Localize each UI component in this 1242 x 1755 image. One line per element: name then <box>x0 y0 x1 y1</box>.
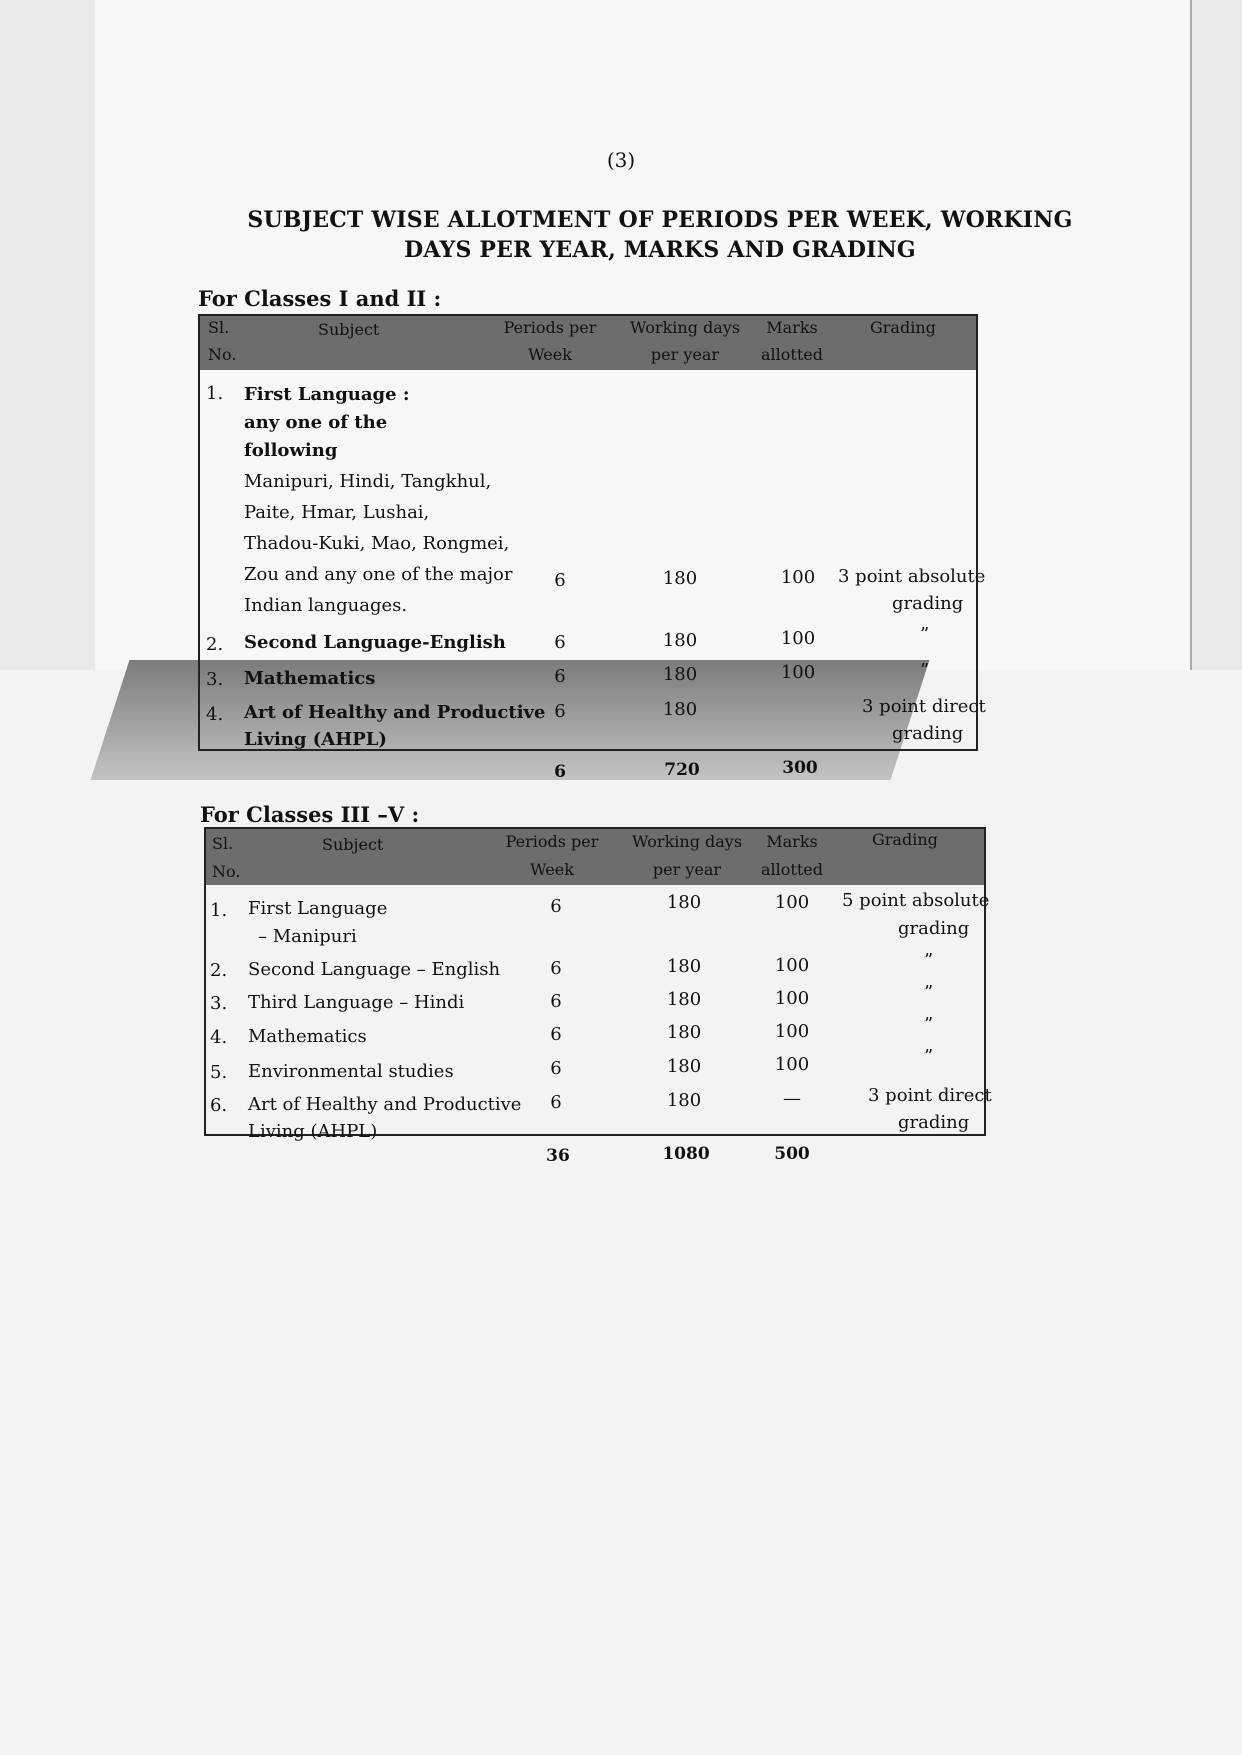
s2-r5-periods: 6 <box>550 1058 562 1079</box>
s2-r6-periods: 6 <box>550 1092 562 1113</box>
s1-h-days1: Working days <box>629 318 741 337</box>
s2-h-periods2: Week <box>530 860 574 879</box>
title-line-2: DAYS PER YEAR, MARKS AND GRADING <box>404 237 916 263</box>
s1-h-subject: Subject <box>318 320 380 339</box>
s2-h-sl2: No. <box>212 862 241 881</box>
s2-total-periods: 36 <box>546 1146 570 1166</box>
document-title <box>220 205 1100 265</box>
s2-r1-sl: 1. <box>210 900 228 921</box>
s1-h-grading: Grading <box>870 318 936 337</box>
section2-heading: For Classes III –V : <box>200 802 420 827</box>
s1-r1-line8: Indian languages. <box>244 595 408 616</box>
s2-r2-sl: 2. <box>210 960 228 981</box>
s2-r4-sl: 4. <box>210 1027 228 1048</box>
s2-r4-grading: ” <box>924 1014 934 1035</box>
s2-r1-periods: 6 <box>550 896 562 917</box>
s2-r5-subject: Environmental studies <box>248 1061 454 1082</box>
s2-r3-subject: Third Language – Hindi <box>248 992 465 1013</box>
s1-r4-sl: 4. <box>206 704 224 725</box>
s2-r6-subject1: Art of Healthy and Productive <box>248 1094 522 1115</box>
s1-h-marks2: allotted <box>761 345 823 364</box>
s1-r3-periods: 6 <box>554 666 566 687</box>
s2-r3-days: 180 <box>666 989 702 1010</box>
s2-r3-marks: 100 <box>774 988 810 1009</box>
s2-r3-grading: ” <box>924 982 934 1003</box>
s1-r1-line4: Manipuri, Hindi, Tangkhul, <box>244 471 492 492</box>
s1-r3-days: 180 <box>662 664 698 685</box>
s1-r1-line5: Paite, Hmar, Lushai, <box>244 502 430 523</box>
s1-r1-line6: Thadou-Kuki, Mao, Rongmei, <box>244 533 510 554</box>
s2-r4-subject: Mathematics <box>248 1026 367 1047</box>
s1-r1-periods: 6 <box>554 570 566 591</box>
s2-r5-sl: 5. <box>210 1062 228 1083</box>
s2-r1-marks: 100 <box>774 892 810 913</box>
s1-r2-days: 180 <box>662 630 698 651</box>
s2-h-days2: per year <box>652 860 722 879</box>
s1-r1-line2: any one of the <box>244 412 388 433</box>
s2-r3-periods: 6 <box>550 991 562 1012</box>
s2-r1-days: 180 <box>666 892 702 913</box>
s1-r3-subject: Mathematics <box>244 668 376 689</box>
s1-h-periods1: Periods per <box>503 318 597 337</box>
s1-r2-grading: ” <box>920 624 930 645</box>
s2-h-days1: Working days <box>631 832 743 851</box>
s2-r4-periods: 6 <box>550 1024 562 1045</box>
s2-r6-sl: 6. <box>210 1095 228 1116</box>
s1-r3-grading: ” <box>920 660 930 681</box>
s2-r1-subject2: – Manipuri <box>258 926 357 947</box>
s2-total-days: 1080 <box>662 1144 710 1164</box>
s1-r1-subject <box>244 379 513 621</box>
s2-r2-marks: 100 <box>774 955 810 976</box>
s2-r5-marks: 100 <box>774 1054 810 1075</box>
title-line-1: SUBJECT WISE ALLOTMENT OF PERIODS PER WEEK, WORKING <box>247 207 1073 233</box>
s1-r4-subject2: Living (AHPL) <box>244 729 387 750</box>
s2-r6-marks: — <box>783 1088 801 1109</box>
s2-r1-grading2: grading <box>898 918 970 939</box>
s1-r1-grading2: grading <box>892 593 964 614</box>
s1-h-marks1: Marks <box>766 318 818 337</box>
s1-r2-marks: 100 <box>780 628 816 649</box>
s2-r2-periods: 6 <box>550 958 562 979</box>
s1-r2-sl: 2. <box>206 634 224 655</box>
s2-r2-subject: Second Language – English <box>248 959 501 980</box>
s1-total-periods: 6 <box>554 762 566 782</box>
s2-r2-grading: ” <box>924 950 934 971</box>
s2-r5-grading: ” <box>924 1046 934 1067</box>
s1-r1-line7: Zou and any one of the major <box>244 564 513 585</box>
s2-h-periods1: Periods per <box>505 832 599 851</box>
s1-r1-sl: 1. <box>206 383 224 404</box>
s2-r4-marks: 100 <box>774 1021 810 1042</box>
s1-r4-subject1: Art of Healthy and Productive <box>244 702 546 723</box>
s2-r5-days: 180 <box>666 1056 702 1077</box>
s1-r3-sl: 3. <box>206 669 224 690</box>
s2-r6-grading2: grading <box>898 1112 970 1133</box>
s1-h-days2: per year <box>650 345 720 364</box>
s2-r3-sl: 3. <box>210 993 228 1014</box>
s1-r4-days: 180 <box>662 699 698 720</box>
s2-r1-grading1: 5 point absolute <box>842 890 990 911</box>
s1-r2-periods: 6 <box>554 632 566 653</box>
s1-r3-marks: 100 <box>780 662 816 683</box>
s2-h-grading: Grading <box>872 830 938 849</box>
s2-r2-days: 180 <box>666 956 702 977</box>
s1-r4-grading1: 3 point direct <box>862 696 986 717</box>
s1-r1-line1: First Language : <box>244 384 410 405</box>
s1-r1-grading1: 3 point absolute <box>838 566 986 587</box>
s1-r1-marks: 100 <box>780 567 816 588</box>
s2-r1-subject1: First Language <box>248 898 388 919</box>
s1-h-periods2: Week <box>528 345 572 364</box>
s1-h-sl2: No. <box>208 345 237 364</box>
page-number: (3) <box>606 148 636 172</box>
s1-total-days: 720 <box>664 760 700 780</box>
s2-r6-subject2: Living (AHPL) <box>248 1121 378 1142</box>
section1-heading: For Classes I and II : <box>198 286 442 311</box>
s2-r4-days: 180 <box>666 1022 702 1043</box>
s2-h-marks2: allotted <box>761 860 823 879</box>
s2-r6-days: 180 <box>666 1090 702 1111</box>
s1-h-sl1: Sl. <box>208 318 230 337</box>
s1-total-marks: 300 <box>782 758 818 778</box>
s2-r6-grading1: 3 point direct <box>868 1085 992 1106</box>
s1-r4-grading2: grading <box>892 723 964 744</box>
s1-r1-days: 180 <box>662 568 698 589</box>
s2-h-subject: Subject <box>322 835 384 854</box>
s2-total-marks: 500 <box>774 1144 810 1164</box>
s2-h-marks1: Marks <box>766 832 818 851</box>
s2-h-sl1: Sl. <box>212 834 234 853</box>
s1-r2-subject: Second Language-English <box>244 632 506 653</box>
s1-r4-periods: 6 <box>554 701 566 722</box>
s1-r1-line3: following <box>244 440 338 461</box>
